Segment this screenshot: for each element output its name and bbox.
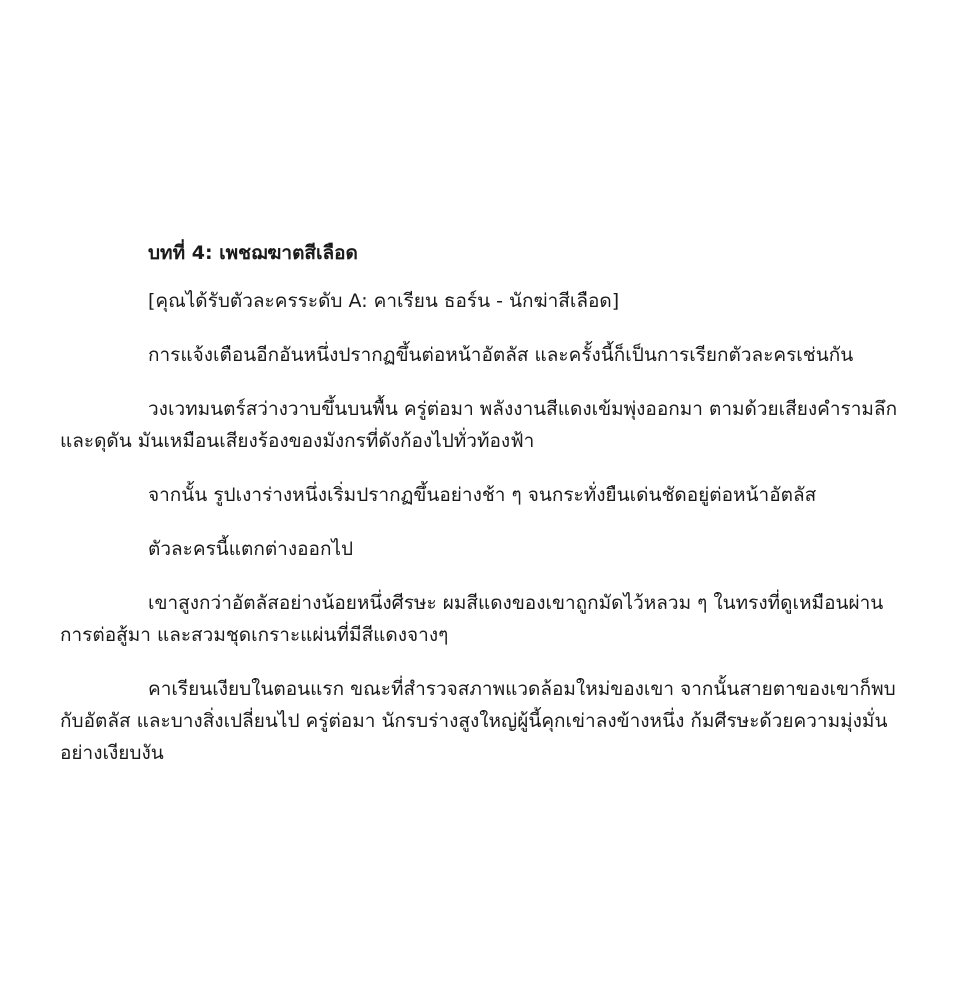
chapter-body	[60, 285, 912, 791]
paragraph: จากนั้น รูปเงาร่างหนึ่งเริ่มปรากฏขึ้นอย่างช้า ๆ จนกระทั่งยืนเด่นชัดอยู่ต่อหน้าอัตลัส	[148, 484, 817, 506]
paragraph: [คุณได้รับตัวละครระดับ A: คาเรียน ธอร์น - นักฆ่าสีเลือด]	[148, 290, 620, 312]
paragraph: วงเวทมนตร์สว่างวาบขึ้นบนพื้น ครู่ต่อมา พลังงานสีแดงเข้มพุ่งออกมา ตามด้วยเสียงคำรามลึกและดุดัน มันเหมือนเสียงร้องของมังกรที่ดังก้องไปทั่วท้องฟ้า	[60, 398, 898, 452]
chapter-title: บทที่ 4: เพชฌฆาตสีเลือด	[148, 242, 358, 264]
paragraph: การแจ้งเตือนอีกอันหนึ่งปรากฏขึ้นต่อหน้าอัตลัส และครั้งนี้ก็เป็นการเรียกตัวละครเช่นกัน	[148, 344, 854, 366]
paragraph: คาเรียนเงียบในตอนแรก ขณะที่สำรวจสภาพแวดล้อมใหม่ของเขา จากนั้นสายตาของเขาก็พบกับอัตลัส และบางสิ่งเปลี่ยนไป ครู่ต่อมา นักรบร่างสูงใหญ่ผู้นี้คุกเข่าลงข้างหนึ่ง ก้มศีรษะด้วยความมุ่งมั่นอย่างเงียบงัน	[60, 678, 896, 764]
paragraph: เขาสูงกว่าอัตลัสอย่างน้อยหนึ่งศีรษะ ผมสีแดงของเขาถูกมัดไว้หลวม ๆ ในทรงที่ดูเหมือนผ่านการต่อสู้มา และสวมชุดเกราะแผ่นที่มีสีแดงจางๆ	[60, 592, 884, 646]
paragraph: ตัวละครนี้แตกต่างออกไป	[148, 538, 354, 560]
